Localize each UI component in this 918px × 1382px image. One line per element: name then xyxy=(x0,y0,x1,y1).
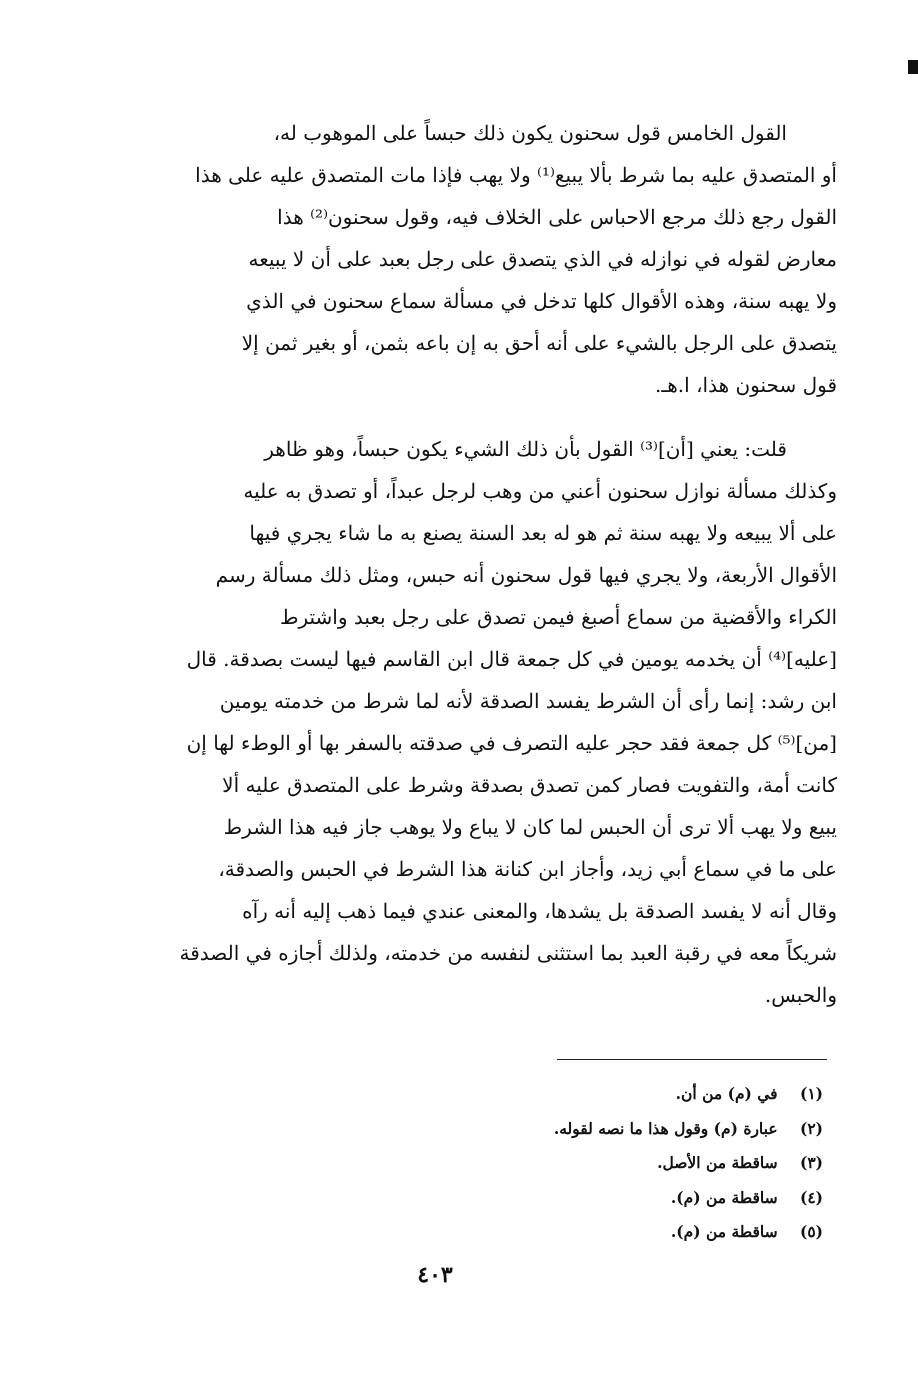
text-line: ولا يهبه سنة، وهذه الأقوال كلها تدخل في مسألة سماع سحنون في الذي xyxy=(246,289,837,313)
footnote-text: عبارة (م) وقول هذا ما نصه لقوله. xyxy=(553,1118,778,1138)
page-number: ٤٠٣ xyxy=(417,1262,453,1288)
text-line: يبيع ولا يهب ألا ترى أن الحبس لما كان لا يباع ولا يوهب جاز فيه هذا الشرط xyxy=(223,815,837,839)
footnote-number: (١) xyxy=(799,1084,823,1103)
footnote xyxy=(403,1077,823,1112)
text-line: كانت أمة، والتفويت فصار كمن تصدق بصدقة وشرط على المتصدق عليه ألا xyxy=(222,773,837,797)
text-line: على ألا يبيعه ولا يهبه سنة ثم هو له بعد السنة يصنع به ما شاء يجري فيها xyxy=(249,521,837,545)
paragraph-2 xyxy=(132,428,837,1016)
text-line: القول الخامس قول سحنون يكون ذلك حبساً على الموهوب له، xyxy=(273,121,787,145)
footnote-number: (٤) xyxy=(799,1187,823,1207)
text-line: شريكاً معه في رقبة العبد بما استثنى لنفسه من خدمته، ولذلك أجازه في الصدقة xyxy=(179,941,837,965)
corner-mark xyxy=(908,60,918,74)
footnote-divider xyxy=(557,1059,827,1060)
text-line: [عليه]⁽⁴⁾ أن يخدمه يومين في كل جمعة قال ابن القاسم فيها ليست بصدقة. قال xyxy=(186,647,837,671)
footnotes xyxy=(403,1077,823,1250)
text-line: معارض لقوله في نوازله في الذي يتصدق على رجل بعبد على أن لا يبيعه xyxy=(248,247,837,271)
text-line: القول رجع ذلك مرجع الاحباس على الخلاف فيه، وقول سحنون⁽²⁾ هذا xyxy=(277,205,837,229)
footnote-number: (٣) xyxy=(799,1153,823,1172)
footnote xyxy=(403,1112,823,1147)
footnote-number: (٥) xyxy=(799,1222,823,1241)
footnote-text: ساقطة من (م). xyxy=(670,1187,778,1207)
text-line: وقال أنه لا يفسد الصدقة بل يشدها، والمعنى عندي فيما ذهب إليه أنه رآه xyxy=(242,899,837,923)
text-line: أو المتصدق عليه بما شرط بألا يبيع⁽¹⁾ ولا يهب فإذا مات المتصدق عليه على هذا xyxy=(195,163,837,187)
footnote-text: ساقطة من الأصل. xyxy=(657,1153,778,1172)
text-line: وكذلك مسألة نوازل سحنون أعني من وهب لرجل عبداً، أو تصدق به عليه xyxy=(243,479,837,503)
text-line: قول سحنون هذا، ا.هـ. xyxy=(655,373,837,397)
footnote-number: (٢) xyxy=(799,1118,823,1138)
text-line: الكراء والأقضية من سماع أصبغ فيمن تصدق على رجل بعبد واشترط xyxy=(279,605,837,629)
footnote xyxy=(403,1215,823,1250)
text-line: على ما في سماع أبي زيد، وأجاز ابن كنانة هذا الشرط في الحبس والصدقة، xyxy=(218,857,837,881)
footnote-text: ساقطة من (م). xyxy=(670,1222,778,1241)
text-line: والحبس. xyxy=(764,983,837,1007)
text-line: يتصدق على الرجل بالشيء على أنه أحق به إن باعه بثمن، أو بغير ثمن إلا xyxy=(241,331,837,355)
paragraph-1 xyxy=(132,112,837,406)
text-line: قلت: يعني [أن]⁽³⁾ القول بأن ذلك الشيء يكون حبساً، وهو ظاهر xyxy=(264,437,787,461)
footnote xyxy=(403,1181,823,1216)
text-line: الأقوال الأربعة، ولا يجري فيها قول سحنون أنه حبس، ومثل ذلك مسألة رسم xyxy=(215,563,837,587)
footnote-text: في (م) من أن. xyxy=(675,1084,778,1103)
text-line: [من]⁽⁵⁾ كل جمعة فقد حجر عليه التصرف في صدقته بالسفر بها أو الوطء لها إن xyxy=(186,731,837,755)
text-line: ابن رشد: إنما رأى أن الشرط يفسد الصدقة لأنه لما شرط من خدمته يومين xyxy=(219,689,837,713)
footnote xyxy=(403,1146,823,1181)
